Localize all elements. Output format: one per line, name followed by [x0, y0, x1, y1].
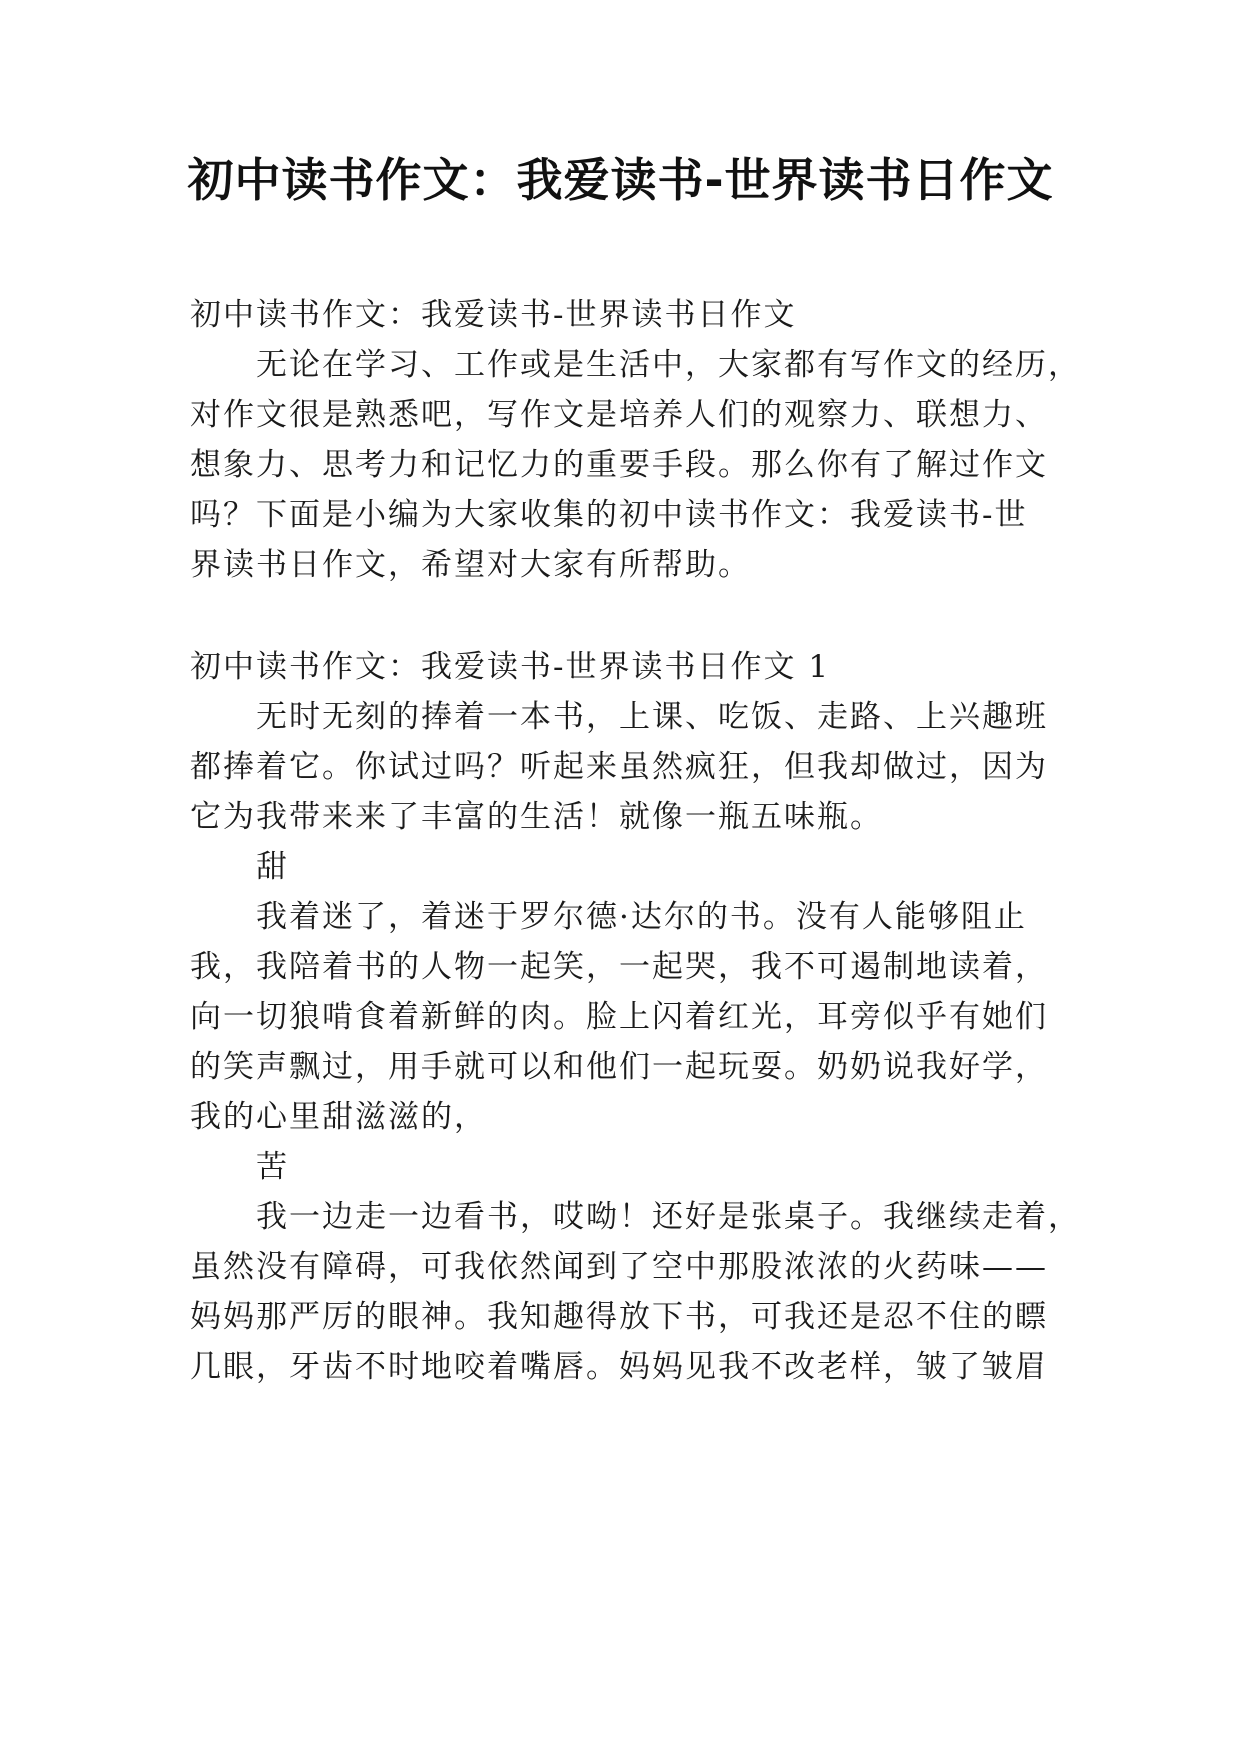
- essay-line: 几眼，牙齿不时地咬着嘴唇。妈妈见我不改老样，皱了皱眉: [190, 1349, 1048, 1385]
- essay-line: 它为我带来来了丰富的生活！就像一瓶五味瓶。: [190, 799, 883, 835]
- essay-line: 我一边走一边看书，哎呦！还好是张桌子。我继续走着，: [256, 1199, 1081, 1235]
- document-body: [190, 290, 1081, 1392]
- essay-line: 虽然没有障碍，可我依然闻到了空中那股浓浓的火药味——: [190, 1249, 1048, 1285]
- intro-heading: 初中读书作文：我爱读书-世界读书日作文: [190, 297, 797, 333]
- essay-line: 我，我陪着书的人物一起笑，一起哭，我不可遏制地读着，: [190, 949, 1048, 985]
- section-heading-sweet: 甜: [256, 849, 289, 885]
- essay-line: 向一切狼啃食着新鲜的肉。脸上闪着红光，耳旁似乎有她们: [190, 999, 1048, 1035]
- essay-heading: 初中读书作文：我爱读书-世界读书日作文 1: [190, 649, 831, 685]
- essay-line: 妈妈那严厉的眼神。我知趣得放下书，可我还是忍不住的瞟: [190, 1299, 1048, 1335]
- intro-line: 无论在学习、工作或是生活中，大家都有写作文的经历，: [256, 347, 1081, 383]
- paragraph-gap: [190, 590, 1055, 642]
- document-title: 初中读书作文：我爱读书-世界读书日作文: [187, 153, 1054, 207]
- essay-line: 我着迷了，着迷于罗尔德·达尔的书。没有人能够阻止: [256, 899, 1027, 935]
- essay-line: 都捧着它。你试过吗？听起来虽然疯狂，但我却做过，因为: [190, 749, 1048, 785]
- intro-line: 吗？下面是小编为大家收集的初中读书作文：我爱读书-世: [190, 497, 1028, 533]
- intro-line: 想象力、思考力和记忆力的重要手段。那么你有了解过作文: [190, 447, 1048, 483]
- intro-line: 对作文很是熟悉吧，写作文是培养人们的观察力、联想力、: [190, 397, 1048, 433]
- section-heading-bitter: 苦: [256, 1149, 289, 1185]
- essay-line: 我的心里甜滋滋的，: [190, 1099, 487, 1135]
- intro-line: 界读书日作文，希望对大家有所帮助。: [190, 547, 751, 583]
- essay-line: 无时无刻的捧着一本书，上课、吃饭、走路、上兴趣班: [256, 699, 1048, 735]
- essay-line: 的笑声飘过，用手就可以和他们一起玩耍。奶奶说我好学，: [190, 1049, 1048, 1085]
